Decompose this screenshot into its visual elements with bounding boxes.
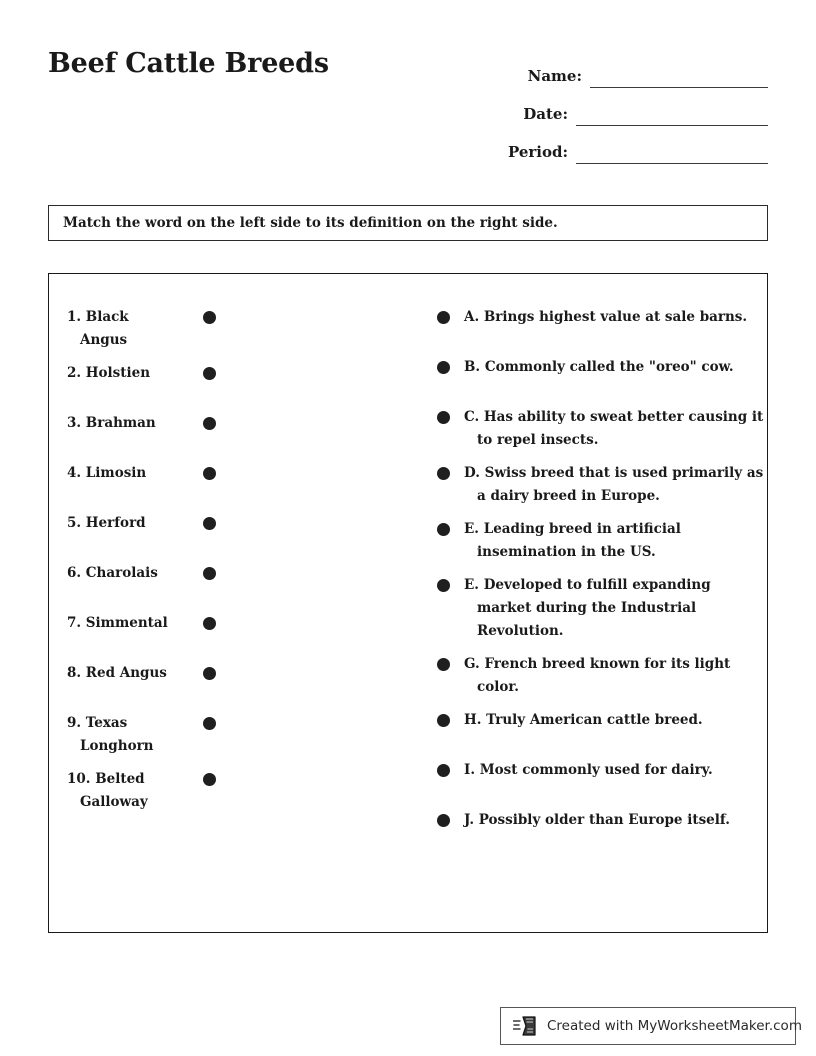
period-field-input[interactable] (576, 141, 768, 164)
definition-letter: I. (464, 762, 476, 778)
term-label (67, 502, 179, 535)
definition-letter: D. (464, 465, 480, 481)
definition-letter: E. (464, 521, 479, 537)
definition-body: Swiss breed that is used primarily as a dairy breed in Europe. (477, 465, 764, 504)
term-text: Herford (85, 515, 146, 531)
definition-letter: C. (464, 409, 480, 425)
name-field-input[interactable] (590, 65, 768, 88)
definition-text (464, 643, 767, 699)
term-connector-dot[interactable] (179, 552, 239, 580)
term-row (49, 758, 416, 814)
definition-text (464, 396, 767, 452)
term-number: 3. (67, 415, 82, 431)
term-text: Belted (95, 771, 145, 787)
definition-letter: A. (464, 309, 480, 325)
definition-row (416, 564, 767, 643)
term-number: 7. (67, 615, 82, 631)
term-number: 9. (67, 715, 82, 731)
term-text: Red Angus (85, 665, 167, 681)
term-connector-dot[interactable] (179, 602, 239, 630)
dot-icon (437, 467, 450, 480)
matching-exercise-box (48, 273, 768, 933)
term-row (49, 352, 416, 402)
term-row (49, 402, 416, 452)
definition-row (416, 396, 767, 452)
term-number: 2. (67, 365, 82, 381)
definition-text (464, 508, 767, 564)
term-connector-dot[interactable] (179, 296, 239, 324)
flying-page-icon (513, 1015, 539, 1037)
definition-connector-dot[interactable] (422, 699, 464, 727)
dot-icon (437, 579, 450, 592)
term-number: 10. (67, 771, 91, 787)
definitions-column (416, 274, 767, 932)
dot-icon (203, 717, 216, 730)
term-row (49, 296, 416, 352)
term-label (67, 352, 179, 385)
dot-icon (203, 617, 216, 630)
term-number: 6. (67, 565, 82, 581)
definition-body: French breed known for its light color. (477, 656, 731, 695)
definition-row (416, 799, 767, 849)
dot-icon (203, 467, 216, 480)
term-text: Charolais (85, 565, 158, 581)
definition-letter: E. (464, 577, 479, 593)
term-number: 1. (67, 309, 82, 325)
definition-letter: B. (464, 359, 481, 375)
student-info-fields (468, 50, 768, 164)
term-text: Limosin (85, 465, 147, 481)
dot-icon (437, 361, 450, 374)
dot-icon (203, 517, 216, 530)
period-field-label: Period: (507, 143, 568, 161)
date-field-row (468, 88, 768, 126)
term-row (49, 702, 416, 758)
definition-connector-dot[interactable] (422, 749, 464, 777)
name-field-row (468, 50, 768, 88)
date-field-input[interactable] (576, 103, 768, 126)
term-label (67, 702, 179, 758)
definition-body: Brings highest value at sale barns. (483, 309, 748, 325)
definition-connector-dot[interactable] (422, 799, 464, 827)
dot-icon (437, 714, 450, 727)
definition-row (416, 346, 767, 396)
term-label (67, 296, 179, 352)
definition-text (464, 346, 767, 379)
term-label (67, 602, 179, 635)
dot-icon (203, 311, 216, 324)
instructions-text: Match the word on the left side to its definition on the right side. (63, 215, 558, 231)
term-text: Brahman (85, 415, 156, 431)
term-text: Texas (85, 715, 128, 731)
definition-connector-dot[interactable] (422, 452, 464, 480)
term-number: 4. (67, 465, 82, 481)
term-label (67, 402, 179, 435)
term-connector-dot[interactable] (179, 402, 239, 430)
worksheet-header (0, 0, 816, 180)
term-text-line2: Angus (80, 332, 128, 348)
definition-connector-dot[interactable] (422, 508, 464, 536)
definition-connector-dot[interactable] (422, 296, 464, 324)
dot-icon (437, 523, 450, 536)
term-text: Black (85, 309, 129, 325)
dot-icon (203, 567, 216, 580)
term-connector-dot[interactable] (179, 502, 239, 530)
term-label (67, 758, 179, 814)
terms-column (49, 274, 416, 932)
definition-row (416, 508, 767, 564)
worksheet-credit-badge[interactable] (500, 1007, 802, 1045)
term-text: Simmental (85, 615, 168, 631)
term-text-line2: Galloway (80, 794, 148, 810)
term-connector-dot[interactable] (179, 652, 239, 680)
definition-connector-dot[interactable] (422, 643, 464, 671)
term-text-line2: Longhorn (80, 738, 154, 754)
dot-icon (203, 417, 216, 430)
term-label (67, 452, 179, 485)
term-label (67, 552, 179, 585)
term-connector-dot[interactable] (179, 702, 239, 730)
definition-text (464, 799, 767, 832)
definition-body: Commonly called the "oreo" cow. (484, 359, 734, 375)
term-row (49, 552, 416, 602)
definition-body: Has ability to sweat better causing it to repel insects. (477, 409, 764, 448)
term-connector-dot[interactable] (179, 452, 239, 480)
term-row (49, 602, 416, 652)
date-field-label: Date: (523, 105, 568, 123)
definition-connector-dot[interactable] (422, 564, 464, 592)
definition-row (416, 452, 767, 508)
term-number: 8. (67, 665, 82, 681)
definition-row (416, 643, 767, 699)
definition-body: Leading breed in artificial insemination in the US. (477, 521, 681, 560)
definition-connector-dot[interactable] (422, 346, 464, 374)
definition-text (464, 564, 767, 643)
definition-row (416, 296, 767, 346)
term-connector-dot[interactable] (179, 352, 239, 380)
dot-icon (203, 367, 216, 380)
definition-body: Truly American cattle breed. (486, 712, 703, 728)
credit-text: Created with MyWorksheetMaker.com (547, 1018, 802, 1034)
page-title: Beef Cattle Breeds (48, 48, 329, 79)
definition-row (416, 749, 767, 799)
definition-text (464, 296, 767, 329)
dot-icon (203, 667, 216, 680)
definition-text (464, 452, 767, 508)
dot-icon (437, 658, 450, 671)
dot-icon (437, 411, 450, 424)
dot-icon (437, 814, 450, 827)
definition-text (464, 749, 767, 782)
term-text: Holstien (85, 365, 151, 381)
definition-body: Developed to fulfill expanding market during the Industrial Revolution. (477, 577, 711, 639)
dot-icon (437, 764, 450, 777)
definition-letter: G. (464, 656, 480, 672)
term-row (49, 502, 416, 552)
definition-text (464, 699, 767, 732)
term-connector-dot[interactable] (179, 758, 239, 786)
dot-icon (203, 773, 216, 786)
name-field-label: Name: (527, 67, 582, 85)
definition-letter: H. (464, 712, 482, 728)
dot-icon (437, 311, 450, 324)
definition-row (416, 699, 767, 749)
term-row (49, 652, 416, 702)
definition-body: Most commonly used for dairy. (479, 762, 713, 778)
term-number: 5. (67, 515, 82, 531)
instructions-box (48, 205, 768, 241)
definition-connector-dot[interactable] (422, 396, 464, 424)
definition-letter: J. (464, 812, 475, 828)
definition-body: Possibly older than Europe itself. (478, 812, 730, 828)
term-row (49, 452, 416, 502)
period-field-row (468, 126, 768, 164)
term-label (67, 652, 179, 685)
